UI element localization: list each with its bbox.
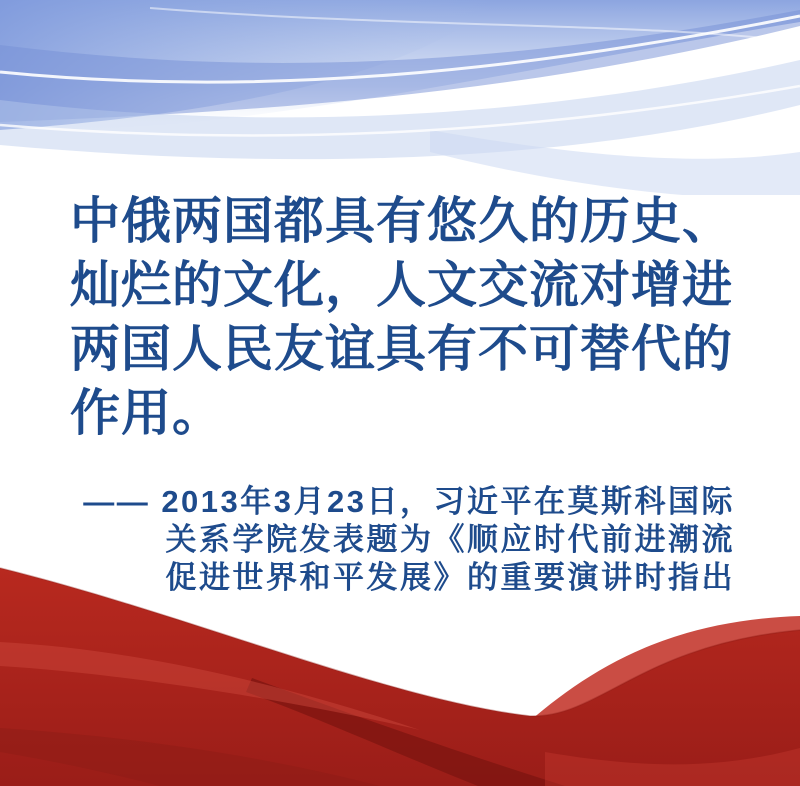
red-wave-decoration <box>0 550 800 786</box>
quote-line-3: 两国人民友谊具有不可替代的 <box>70 321 733 377</box>
attribution-line-1: —— 2013年3月23日，习近平在莫斯科国际 <box>83 484 735 519</box>
attribution-line-3: 促进世界和平发展》的重要演讲时指出 <box>165 560 735 595</box>
quote-line-4: 作用。 <box>70 385 223 441</box>
quote-line-2: 灿烂的文化，人文交流对增进 <box>70 257 733 313</box>
attribution-line-2: 关系学院发表题为《顺应时代前进潮流 <box>165 522 735 557</box>
quote-text <box>70 189 750 445</box>
quote-line-1: 中俄两国都具有悠久的历史、 <box>70 193 733 249</box>
blue-wave-decoration <box>0 0 800 195</box>
